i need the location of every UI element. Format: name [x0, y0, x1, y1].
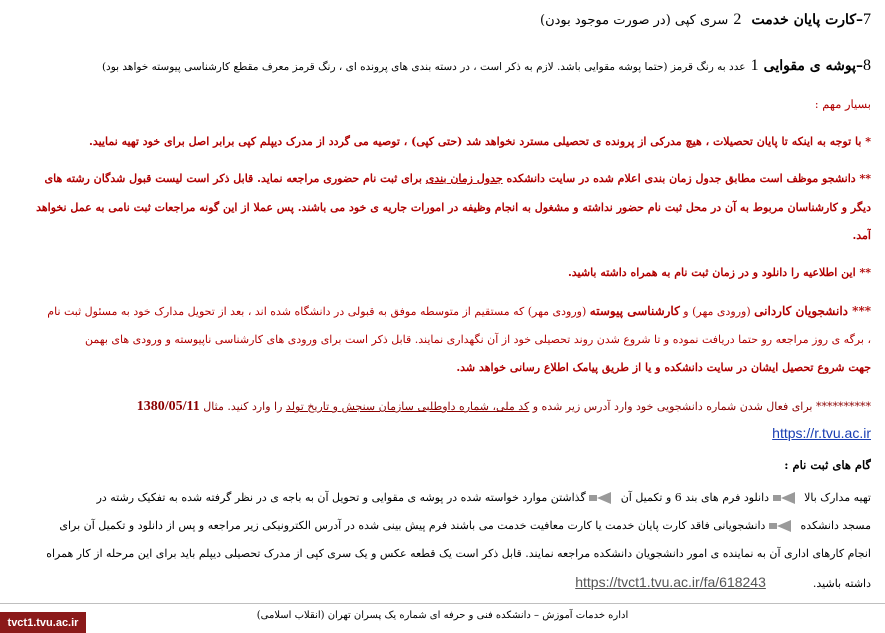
arrow-left-icon	[781, 492, 795, 504]
arrow-left-icon-tail	[589, 495, 597, 501]
note-5-fields: کد ملی، شماره داوطلبی سازمان سنجش و تاریخ تولد	[285, 400, 530, 413]
college-logo: tvct1.tvu.ac.ir	[0, 612, 86, 633]
item-8-title: –پوشه ی مقوایی	[763, 58, 863, 74]
steps-line-3: انجام کارهای اداری آن به نماینده ی امور دانشجویان دانشکده مراجعه نمایند. قابل ذکر است یک قطعه عکس و یک سری کپی از مدرک تحصیلی دیپلم باید برای این مرحله از کار همراه	[46, 547, 871, 560]
item-7-number: 7	[863, 11, 871, 28]
note-2-line-3: آمد.	[852, 229, 871, 242]
note-5-line-2	[14, 423, 871, 443]
date-example: 1380/05/11	[136, 399, 200, 414]
note-4-line-3: جهت شروع تحصیل ایشان در سایت دانشکده و یا از طریق پیامک اطلاع رسانی خواهد شد.	[456, 361, 871, 374]
schedule-link[interactable]: جدول زمان بندی	[425, 172, 503, 185]
item-8-number: 8	[863, 57, 871, 74]
item-7-text: سری کپی (در صورت موجود بودن)	[540, 13, 729, 28]
note-5-text-b: را وارد کنید. مثال	[203, 400, 283, 413]
note-2-text-b: برای ثبت نام حضوری مراجعه نماید. قابل ذکر است لیست قبول شدگان رشته های	[44, 172, 422, 185]
note-4-text-b: (ورودی مهر) و	[683, 305, 751, 318]
arrow-left-icon	[597, 492, 611, 504]
note-4-text-d: (ورودی مهر) که مستقیم از متوسطه موفق به قبولی در دانشگاه شده اند ، بعد از تحویل مدارک خود به مسئول ثبت نام	[47, 305, 587, 318]
note-4-line-2: ، برگه ی روز مراجعه رو حتما دریافت نموده و تا شروع شدن روند تحصیلی خود از آن نگهداری نمایند. قابل ذکر است برای ورودی های کارشناسی ناپیوسته و ورودی های بهمن	[85, 333, 871, 346]
item-8	[14, 55, 871, 77]
note-1: * با توجه به اینکه تا پایان تحصیلات ، هیچ مدرکی از پرونده ی تحصیلی مسترد نخواهد شد (حتی کپی) ، توصیه می گردد از مدرک دیپلم کپی برابر اصل برای خود تهیه نمایید.	[89, 135, 871, 148]
note-4-text-c: کارشناسی پیوسته	[589, 304, 680, 318]
arrow-left-icon-tail	[773, 495, 781, 501]
student-portal-link[interactable]: https://r.tvu.ac.ir	[772, 425, 871, 441]
note-4-line-1	[14, 301, 871, 322]
note-4-text-a: *** دانشجویان کاردانی	[754, 304, 871, 318]
military-form-link[interactable]: https://tvct1.tvu.ac.ir/fa/618243	[575, 574, 766, 590]
note-2-line-2: دیگر و کارشناسان مربوط به آن در محل ثبت نام حضور نداشته و مشغول به انجام وظیفه در امورات جاریه ی خود می باشند. پس عملا از این گونه مراجعات ثبت نامی به عمل نخواهد	[36, 201, 871, 214]
steps-line-1	[14, 488, 871, 508]
item-7-title: –کارت پایان خدمت	[751, 12, 863, 28]
item-8-text: عدد به رنگ قرمز (حتما پوشه مقوایی باشد. لازم به ذکر است ، در دسته بندی های پرونده ای ، رنگ قرمز معرف مقطع کارشناسی پیوسته خواهد بود)	[101, 61, 746, 73]
step-3-location: مسجد دانشکده	[800, 519, 871, 532]
step-3: گذاشتن موارد خواسته شده در پوشه ی مقوایی و تحویل آن به باجه ی در نظر گرفته شده به تفکیک رشته در	[96, 491, 586, 504]
item-7	[14, 9, 871, 31]
steps-label: گام های ثبت نام :	[784, 458, 871, 472]
note-3: ** این اطلاعیه را دانلود و در زمان ثبت نام به همراه داشته باشید.	[567, 266, 871, 279]
item-8-count: 1	[750, 57, 759, 74]
footer-divider	[0, 603, 885, 604]
steps-line-2	[14, 516, 871, 536]
note-5-line-1	[14, 397, 871, 417]
step-2: دانلود فرم های بند 6 و تکمیل آن	[620, 491, 770, 504]
important-label: بسیار مهم :	[814, 97, 871, 111]
arrow-left-icon	[777, 520, 791, 532]
footer-text: اداره خدمات آموزش – دانشکده فنی و حرفه ای شماره یک پسران تهران (انقلاب اسلامی)	[256, 610, 629, 621]
step-4: دانشجویانی فاقد کارت پایان خدمت یا کارت معافیت خدمت می باشند فرم پیش بینی شده در آدرس الکترونیکی زیر مراجعه و پس از دانلود و تکمیل آن برای	[59, 519, 766, 532]
note-2-text-a: ** دانشجو موظف است مطابق جدول زمان بندی اعلام شده در سایت دانشکده	[506, 172, 871, 185]
note-5-text-a: ********** برای فعال شدن شماره دانشجویی خود وارد آدرس زیر شده و	[532, 400, 871, 413]
steps-line-4	[14, 572, 871, 594]
arrow-left-icon-tail	[769, 523, 777, 529]
step-4-end: داشته باشید.	[812, 577, 871, 590]
item-7-count: 2	[733, 11, 742, 28]
note-2-line-1	[14, 169, 871, 189]
step-1: تهیه مدارک بالا	[804, 491, 871, 504]
